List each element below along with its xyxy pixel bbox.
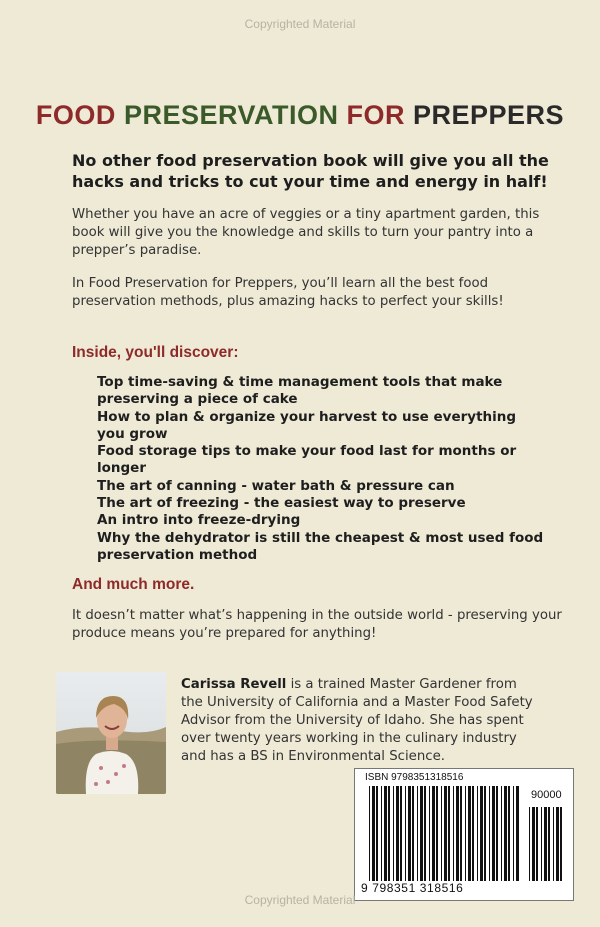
copyright-watermark-top: Copyrighted Material [244, 17, 356, 31]
barcode-bar [536, 807, 538, 881]
list-item: The art of freezing - the easiest way to preserve [97, 495, 466, 512]
barcode-bar [384, 786, 387, 881]
barcode-bar [496, 786, 498, 881]
barcode-bar [432, 786, 435, 881]
inside-heading: Inside, you'll discover: [72, 344, 239, 361]
barcode-bars [369, 786, 519, 881]
barcode-bar [513, 786, 514, 881]
title-word-for: FOR [346, 100, 405, 130]
barcode-bar [480, 786, 483, 881]
barcode-bar [548, 807, 550, 881]
barcode-bar [465, 786, 466, 881]
isbn-barcode [354, 768, 574, 901]
barcode-bar [489, 786, 490, 881]
list-item: An intro into freeze-drying [97, 512, 301, 529]
barcode-bar [420, 786, 423, 881]
list-item: Why the dehydrator is still the cheapest & most used food preservation method [97, 529, 544, 563]
barcode-bar [556, 807, 559, 881]
price-code: 90000 [531, 789, 562, 801]
barcode-bar [508, 786, 510, 881]
more-heading: And much more. [72, 576, 195, 593]
barcode-bar [441, 786, 442, 881]
title-word-food: FOOD [35, 100, 116, 130]
barcode-bar [492, 786, 495, 881]
barcode-bar [456, 786, 459, 881]
barcode-bar [436, 786, 438, 881]
barcode-bar [369, 786, 370, 881]
barcode-bar [529, 807, 530, 881]
book-title [0, 100, 600, 131]
barcode-bar [544, 807, 547, 881]
barcode-bar [412, 786, 414, 881]
barcode-bar [424, 786, 426, 881]
list-item: Food storage tips to make your food last for months or longer [97, 443, 517, 477]
author-bio [181, 676, 541, 766]
barcode-bar [444, 786, 447, 881]
barcode-bar [417, 786, 418, 881]
list-item: Top time-saving & time management tools that make preserving a piece of cake [97, 374, 503, 408]
price-barcode-bars [529, 807, 567, 881]
barcode-bar [376, 786, 378, 881]
barcode-bar [388, 786, 390, 881]
barcode-bar [504, 786, 507, 881]
discover-list [97, 374, 547, 564]
author-photo [56, 672, 166, 794]
barcode-bar [501, 786, 502, 881]
copyright-watermark-bottom: Copyrighted Material [244, 893, 356, 907]
methods-paragraph: In Food Preservation for Preppers, you’ll learn all the best food preservation methods, plus amazing hacks to perfect your skills! [72, 276, 504, 309]
barcode-bar [408, 786, 411, 881]
lead-text: No other food preservation book will give you all the hacks and tricks to cut your time and energy in half! [72, 151, 549, 191]
barcode-bar [484, 786, 486, 881]
barcode-bar [532, 807, 535, 881]
barcode-bar [541, 807, 542, 881]
barcode-bar [460, 786, 462, 881]
barcode-bar [477, 786, 478, 881]
barcode-bar [381, 786, 382, 881]
barcode-bar [393, 786, 394, 881]
barcode-bar [429, 786, 430, 881]
author-name: Carissa Revell [181, 677, 287, 692]
list-item: How to plan & organize your harvest to use everything you grow [97, 408, 517, 442]
barcode-bar [560, 807, 562, 881]
title-word-preservation: PRESERVATION [123, 100, 339, 130]
barcode-bar [448, 786, 450, 881]
barcode-digits: 9 798351 318516 [361, 881, 464, 895]
barcode-bar [372, 786, 375, 881]
barcode-bar [553, 807, 554, 881]
intro-paragraph: Whether you have an acre of veggies or a tiny apartment garden, this book will give you the knowledge and skills to turn your pantry into a prepper’s paradise. [72, 207, 540, 258]
title-word-preppers: PREPPERS [413, 100, 565, 130]
author-bio-text: is a trained Master Gardener from the University of California and a Master Food Safety Advisor from the University of Idaho. She has spent over twenty years working in the culinary industry and has a BS in Environmental Science. [181, 677, 533, 764]
barcode-bar [400, 786, 402, 881]
barcode-bar [468, 786, 471, 881]
list-item: The art of canning - water bath & pressure can [97, 477, 455, 494]
barcode-bar [516, 786, 519, 881]
barcode-bar [453, 786, 454, 881]
barcode-bar [396, 786, 399, 881]
barcode-bar [472, 786, 474, 881]
closing-paragraph: It doesn’t matter what’s happening in the outside world - preserving your produce means you’re prepared for anything! [72, 608, 562, 641]
isbn-label: ISBN 9798351318516 [365, 772, 464, 783]
barcode-bar [405, 786, 406, 881]
